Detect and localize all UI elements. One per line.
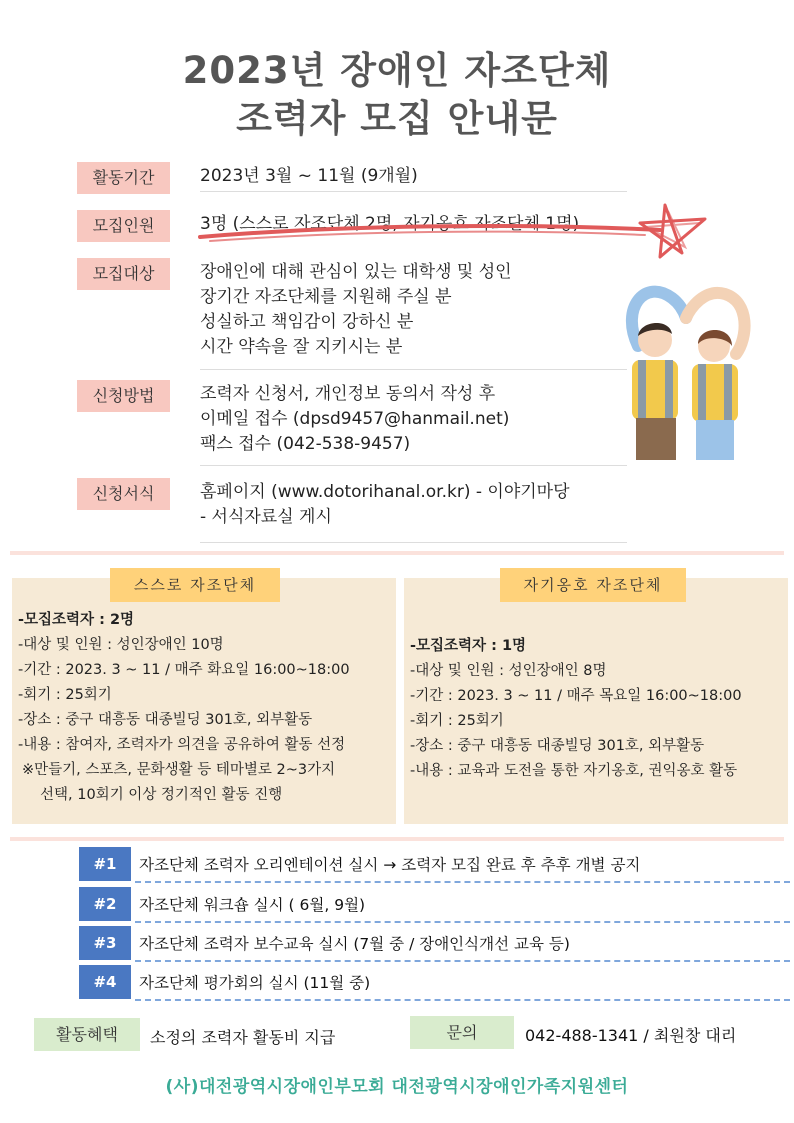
info-label: 신청서식 bbox=[77, 478, 170, 510]
group-details bbox=[410, 634, 742, 784]
info-line-text: 성실하고 책임감이 강하신 분 bbox=[200, 312, 414, 332]
info-label: 신청방법 bbox=[77, 380, 170, 412]
step-text: 자조단체 조력자 보수교육 실시 (7월 중 / 장애인식개선 교육 등) bbox=[139, 935, 570, 953]
group-tag: 스스로 자조단체 bbox=[110, 568, 280, 602]
contact-label: 문의 bbox=[410, 1016, 514, 1049]
info-line-text: 장애인에 대해 관심이 있는 대학생 및 성인 bbox=[200, 262, 512, 282]
section-divider bbox=[10, 551, 784, 555]
step-number: #4 bbox=[79, 965, 131, 999]
organization-names: (사)대전광역시장애인부모회 대전광역시장애인가족지원센터 bbox=[165, 1077, 629, 1097]
step-text: 자조단체 평가회의 실시 (11월 중) bbox=[139, 974, 371, 992]
info-line-text: 2023년 3월 ~ 11월 (9개월) bbox=[200, 166, 418, 186]
info-content bbox=[200, 164, 625, 189]
page-title-line-2: 조력자 모집 안내문 bbox=[236, 97, 558, 140]
detail-line: -대상 및 인원 : 성인장애인 10명 bbox=[18, 637, 224, 653]
row-underline bbox=[200, 542, 627, 543]
info-line-text: 홈페이지 (www.dotorihanal.or.kr) - 이야기마당 bbox=[200, 482, 570, 502]
info-content bbox=[200, 480, 625, 530]
info-line-text: 이메일 접수 (dpsd9457@hanmail.net) bbox=[200, 409, 510, 429]
step-text: 자조단체 워크숍 실시 ( 6월, 9월) bbox=[139, 896, 366, 914]
info-content bbox=[200, 260, 625, 360]
detail-line: -모집조력자 : 1명 bbox=[410, 638, 527, 654]
detail-line: -장소 : 중구 대흥동 대종빌딩 301호, 외부활동 bbox=[18, 712, 313, 728]
row-underline bbox=[200, 191, 627, 192]
info-line-text: 팩스 접수 (042-538-9457) bbox=[200, 434, 411, 454]
info-label: 모집인원 bbox=[77, 210, 170, 242]
detail-line: -장소 : 중구 대흥동 대종빌딩 301호, 외부활동 bbox=[410, 738, 705, 754]
benefit-label: 활동혜택 bbox=[34, 1018, 140, 1051]
info-line-text: 시간 약속을 잘 지키시는 분 bbox=[200, 337, 403, 357]
info-label: 모집대상 bbox=[77, 258, 170, 290]
step-number: #1 bbox=[79, 847, 131, 881]
group-panel-self bbox=[12, 578, 396, 824]
step-dash-line bbox=[135, 881, 790, 883]
detail-line: -기간 : 2023. 3 ~ 11 / 매주 목요일 16:00~18:00 bbox=[410, 688, 742, 704]
section-divider bbox=[10, 837, 784, 841]
group-details bbox=[18, 608, 350, 808]
contact-text: 042-488-1341 / 최원창 대리 bbox=[525, 1026, 737, 1045]
row-underline bbox=[200, 465, 627, 466]
detail-line: -내용 : 교육과 도전을 통한 자기옹호, 권익옹호 활동 bbox=[410, 763, 738, 779]
row-underline bbox=[200, 369, 627, 370]
step-number: #2 bbox=[79, 887, 131, 921]
step-dash-line bbox=[135, 921, 790, 923]
detail-line: -회기 : 25회기 bbox=[18, 687, 112, 703]
step-dash-line bbox=[135, 999, 790, 1001]
info-line-text: - 서식자료실 게시 bbox=[200, 507, 332, 527]
info-label: 활동기간 bbox=[77, 162, 170, 194]
info-line-text: 조력자 신청서, 개인정보 동의서 작성 후 bbox=[200, 384, 496, 404]
detail-line: -내용 : 참여자, 조력자가 의견을 공유하여 활동 선정 bbox=[18, 737, 346, 753]
page-title-line-1: 2023년 장애인 자조단체 bbox=[182, 49, 612, 92]
detail-line: ※만들기, 스포츠, 문화생활 등 테마별로 2~3가지 bbox=[22, 762, 336, 778]
step-dash-line bbox=[135, 960, 790, 962]
info-line-text: 장기간 자조단체를 지원해 주실 분 bbox=[200, 287, 452, 307]
group-tag: 자기옹호 자조단체 bbox=[500, 568, 686, 602]
info-content bbox=[200, 382, 625, 457]
benefit-text: 소정의 조력자 활동비 지급 bbox=[150, 1028, 336, 1047]
volunteers-heart-illustration bbox=[610, 268, 760, 468]
detail-line: 선택, 10회기 이상 정기적인 활동 진행 bbox=[40, 787, 283, 803]
detail-line: -기간 : 2023. 3 ~ 11 / 매주 화요일 16:00~18:00 bbox=[18, 662, 350, 678]
info-line-text: 3명 (스스로 자조단체 2명, 자기옹호 자조단체 1명) bbox=[200, 214, 580, 234]
detail-line: -모집조력자 : 2명 bbox=[18, 612, 135, 628]
detail-line: -대상 및 인원 : 성인장애인 8명 bbox=[410, 663, 607, 679]
step-text: 자조단체 조력자 오리엔테이션 실시 → 조력자 모집 완료 후 추후 개별 공지 bbox=[139, 856, 641, 874]
step-number: #3 bbox=[79, 926, 131, 960]
group-panel-advocacy bbox=[404, 578, 788, 824]
detail-line: -회기 : 25회기 bbox=[410, 713, 504, 729]
